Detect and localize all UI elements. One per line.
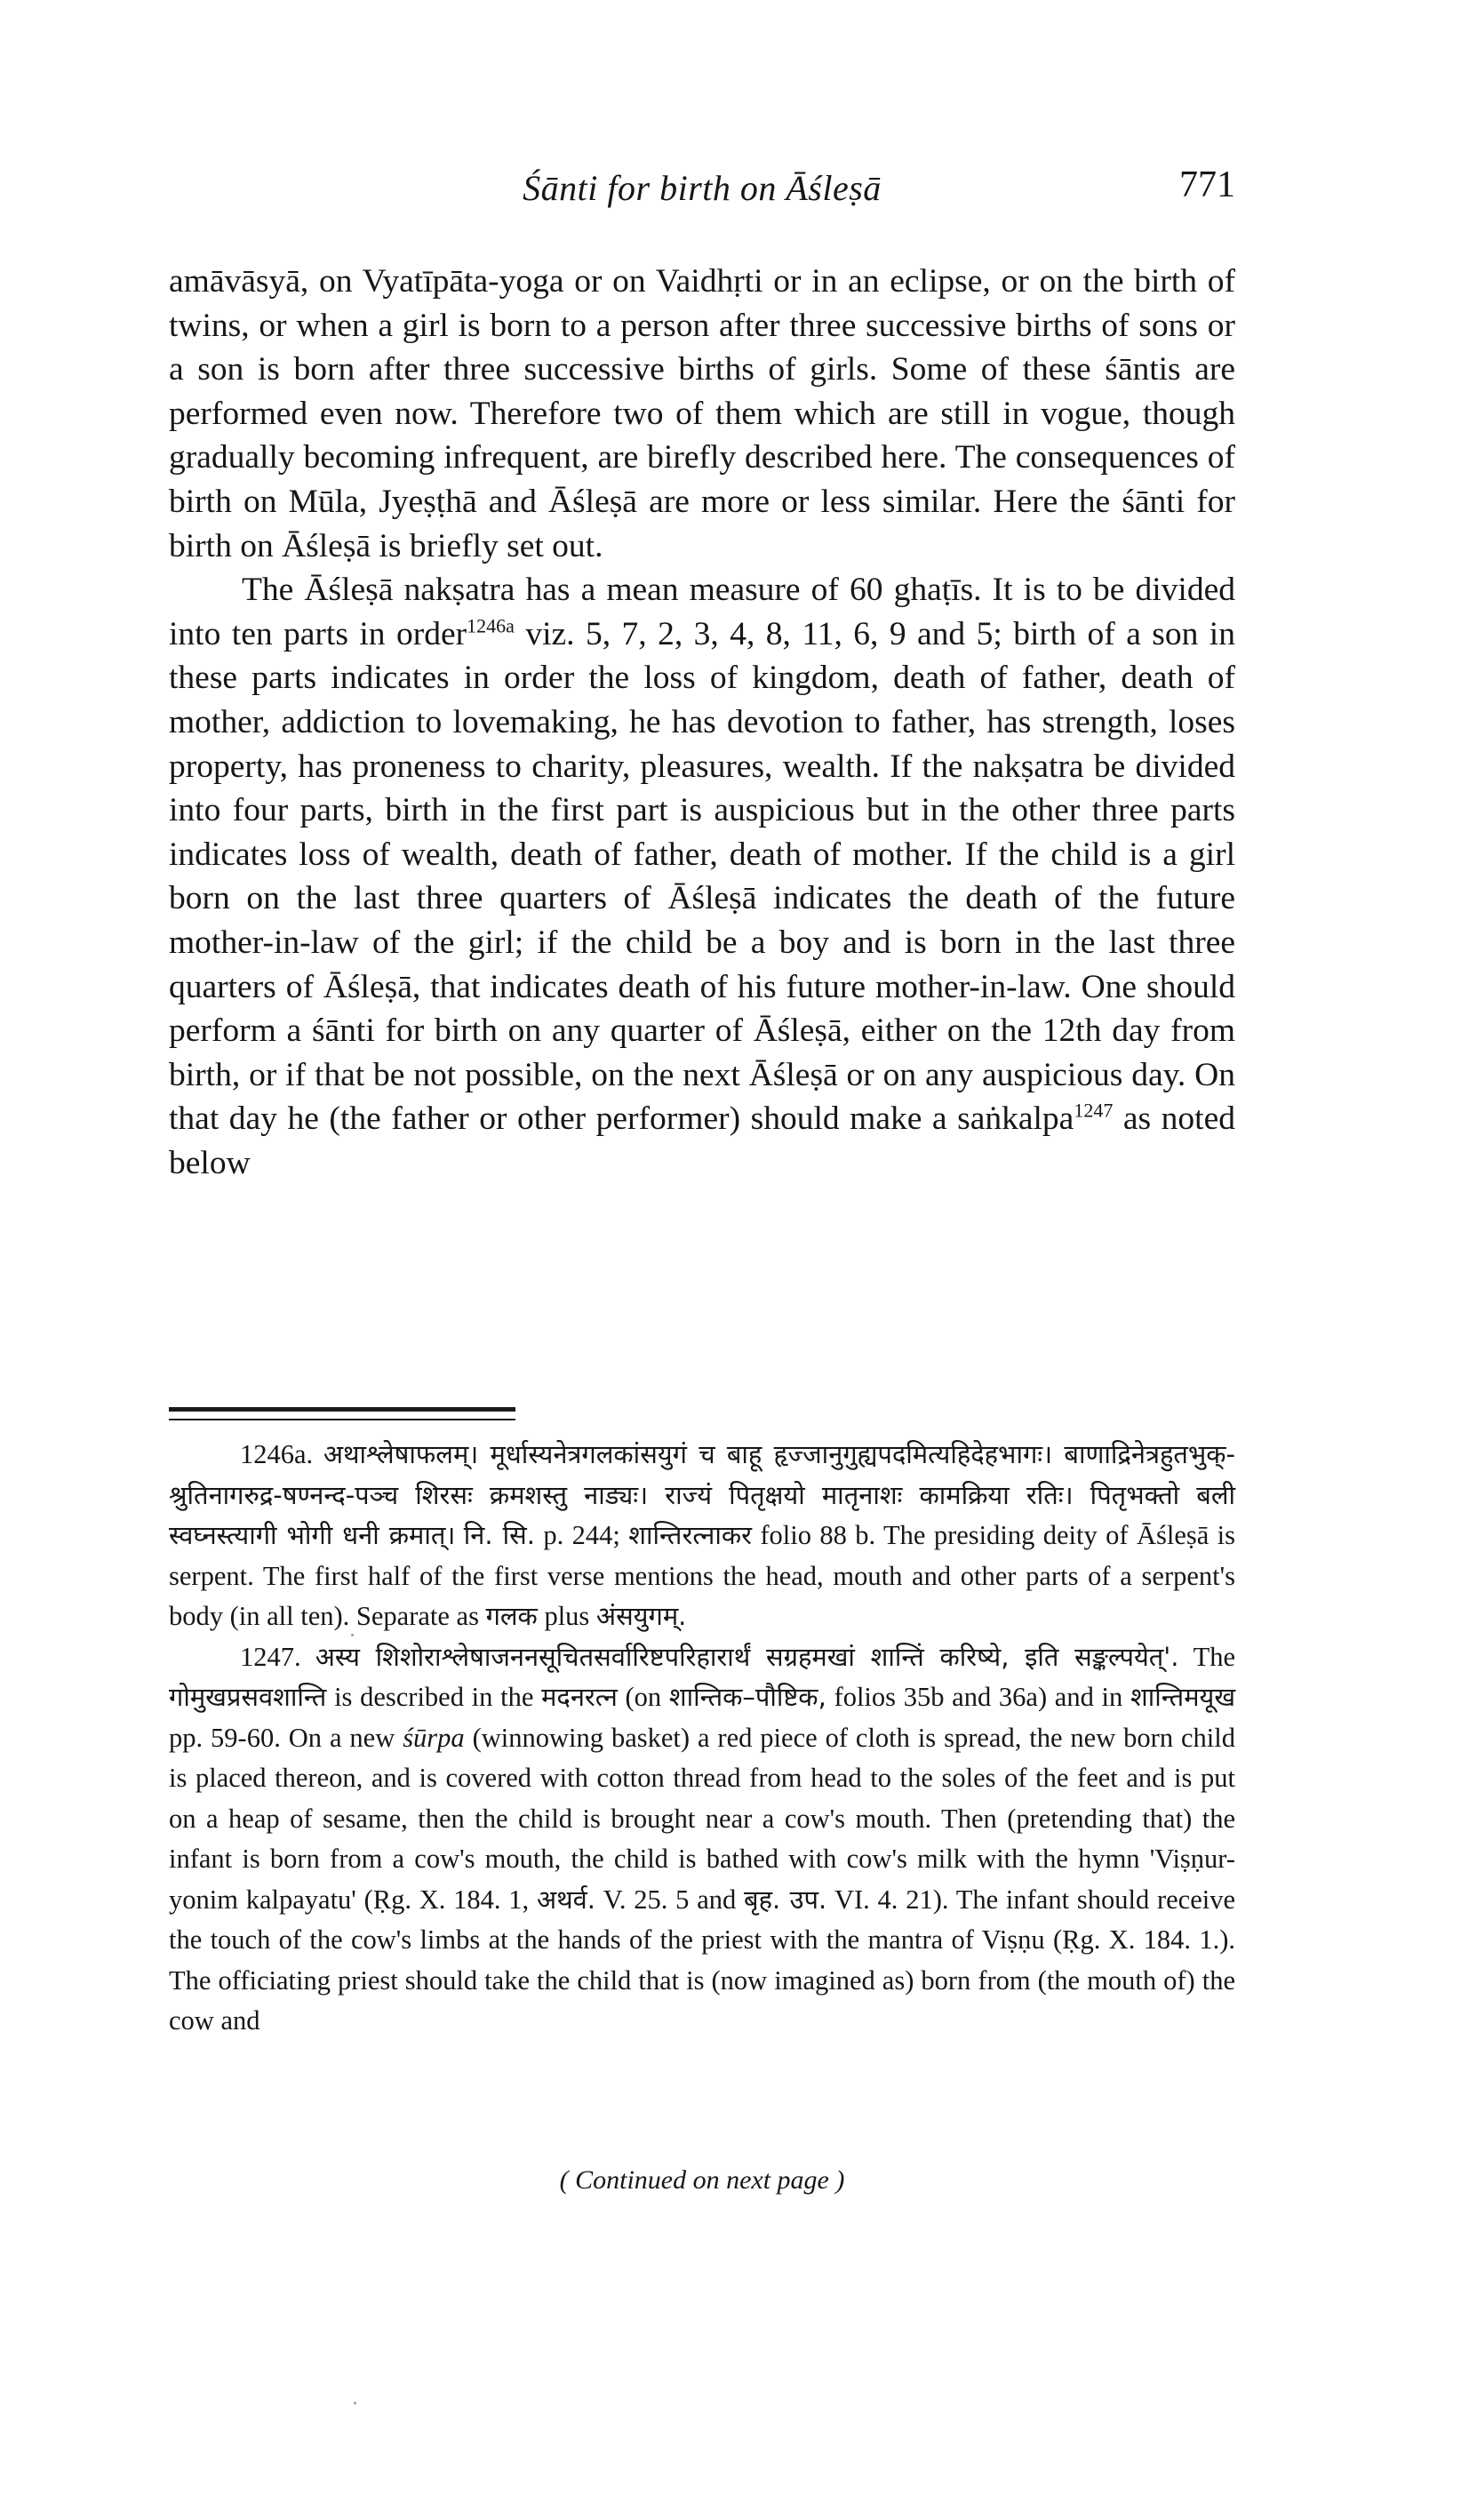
citation-source: शान्तिरत्नाकर <box>628 1520 752 1550</box>
footnote-text: V. 25. 5 and <box>603 1884 737 1915</box>
paper-speck <box>351 1634 354 1636</box>
footnote-number: 1247. <box>240 1641 301 1672</box>
page-number: 771 <box>1179 164 1235 205</box>
continued-note: ( Continued on next page ) <box>559 2165 845 2195</box>
separate-word-b: अंसयुगम्. <box>595 1601 687 1631</box>
footnote-english: The presiding deity of Āśleṣā is serpent. The first half of the first verse mentions the head, mouth and other parts of a serpent's body (in all ten). Separate as <box>169 1520 1236 1631</box>
footnote-text: (winnowing basket) a red piece of cloth is spread, the new born child is placed thereon, and is covered with cotton thread from head to the soles of the feet and is put on a heap of sesame, then the child is brought near a cow's mouth. Then (pretending that) the infant is born from a cow's mouth, the child is bathed with cow's milk with the hymn 'Viṣṇur-yonim kalpayatu' (Ṛg. X. 184. 1, <box>169 1722 1235 1915</box>
footnote-1246a <box>169 1435 1235 1637</box>
footnote-text: VI. 4. 21). The infant should receive the touch of the cow's limbs at the hands of the priest with the mantra of Viṣṇu (Ṛg. X. 184. 1.). The officiating priest should take the child that is (now imagined as) born from (the mouth of) the cow and <box>169 1884 1235 2036</box>
footnote-ref-1246a: 1246a <box>467 614 515 637</box>
footnote-number: 1246a. <box>240 1439 314 1469</box>
citation-folio: folio 88 b. <box>760 1520 876 1550</box>
term-atharva: अथर्व. <box>536 1884 595 1915</box>
footnote-ref-1247: 1247 <box>1074 1099 1114 1122</box>
footnote-separator <box>169 1407 515 1412</box>
footnote-separator-thin <box>169 1419 515 1420</box>
citation-page: p. 244; <box>543 1520 620 1550</box>
paragraph-1: amāvāsyā, on Vyatīpāta-yoga or on Vaidhṛti or in an eclipse, or on the birth of twins, or when a girl is born to a person after three successive births of sons or a son is born after three successive births of girls. Some of these śāntis are performed even now. Therefore two of them which are still in vogue, though gradually becoming infrequent, are birefly described here. The consequences of birth on Mūla, Jyeṣṭhā and Āśleṣā are more or less similar. Here the śānti for birth on Āśleṣā is briefly set out. <box>169 263 1235 564</box>
main-text <box>169 260 1235 1185</box>
footnote-text: The <box>1193 1641 1235 1672</box>
separate-word-a: गलक <box>485 1601 538 1631</box>
footnotes <box>169 1435 1235 2042</box>
paragraph-2-text-a: The Āśleṣā nakṣatra has a mean measure of 60 ghaṭīs. It is to be divided into ten parts in order <box>169 572 1235 652</box>
term-shantimayukha: शान्तिमयूख <box>1130 1682 1236 1712</box>
paragraph-2-text-b: viz. 5, 7, 2, 3, 4, 8, 11, 6, 9 and 5; birth of a son in these parts indicates in order the loss of kingdom, death of father, death of mother, addiction to lovemaking, he has devotion to father, has strength, loses property, has proneness to charity, pleasures, wealth. If the nakṣatra be divided into four parts, birth in the first part is auspicious but in the other three parts indicates loss of wealth, death of father, death of mother. If the child is a girl born on the last three quarters of Āśleṣā indicates the death of the future mother-in-law of the girl; if the child be a boy and is born in the last three quarters of Āśleṣā, that indicates death of his future mother-in-law. One should perform a śānti for birth on any quarter of Āśleṣā, either on the 12th day from birth, or if that be not possible, on the next Āśleṣā or on any auspicious day. On that day he (the father or other performer) should make a saṅkalpa <box>169 615 1235 1138</box>
footnote-text: is described in the <box>334 1682 534 1712</box>
separate-plus: plus <box>544 1601 590 1631</box>
term-madanaratna: मदनरत्न <box>541 1682 618 1712</box>
running-title: Śānti for birth on Āśleṣā <box>523 168 882 208</box>
paragraph-2 <box>169 568 1235 1185</box>
footnote-text: (on <box>625 1682 662 1712</box>
footnote-sanskrit-verse: अथाश्लेषाफलम्। मूर्धास्यनेत्रगलकांसयुगं च बाहू हृज्जानुगुह्यपदमित्यहिदेहभागः। बाणाद्रिनेत्रहुतभुक्-श्रुतिनागरुद्र-षण्नन्द-पञ्च शिरसः क्रमशस्तु नाड्यः। राज्यं पितृक्षयो मातृनाशः कामक्रिया रतिः। पितृभक्तो बली स्वघ्नस्त्यागी भोगी धनी क्रमात्। <box>169 1439 1236 1550</box>
term-brhad-up: बृह. उप. <box>744 1884 827 1915</box>
citation-abbr: नि. सि. <box>463 1520 535 1550</box>
paper-speck <box>354 2402 356 2404</box>
term-gomukha: गोमुखप्रसवशान्ति <box>169 1682 327 1712</box>
footnote-text: pp. 59-60. On a new <box>169 1722 395 1753</box>
footnote-1247 <box>169 1637 1235 2042</box>
page-header <box>169 164 1235 220</box>
term-surpa: śūrpa <box>403 1722 465 1753</box>
footnote-sanskrit-sankalpa: अस्य शिशोराश्लेषाजननसूचितसर्वारिष्टपरिहारार्थं सग्रहमखां शान्तिं करिष्ये, इति सङ्कल्पयेत्'. <box>315 1641 1179 1672</box>
term-shantika: शान्तिक–पौष्टिक, <box>668 1682 826 1712</box>
footnote-text: folios 35b and 36a) and in <box>834 1682 1123 1712</box>
paragraph-2-text-c: as noted below <box>169 1100 1236 1181</box>
